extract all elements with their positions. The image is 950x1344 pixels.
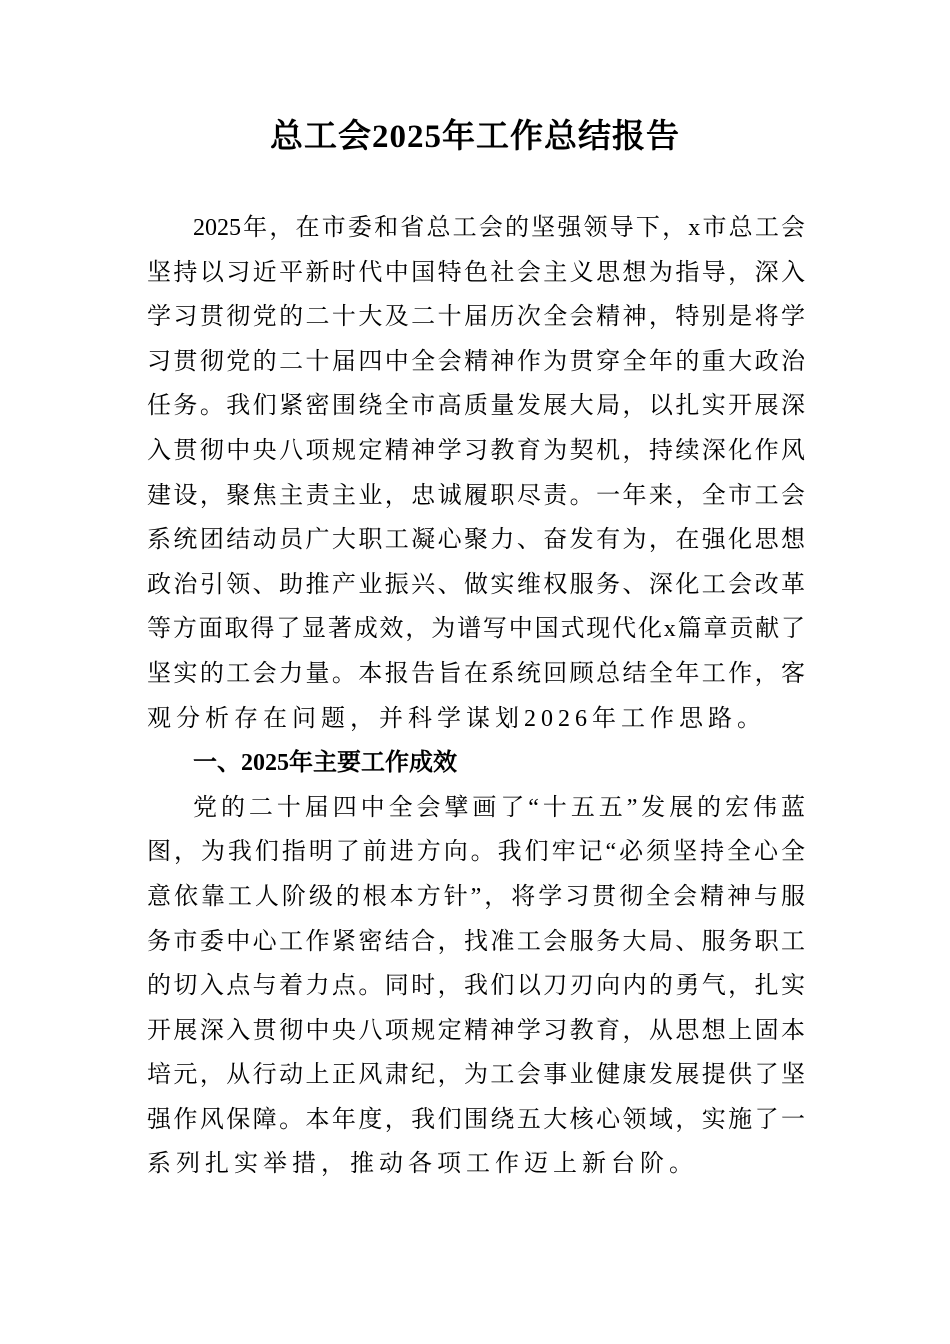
text-line: 党的二十届四中全会擘画了“十五五”发展的宏伟蓝 [193,794,805,821]
text-line: 系统团结动员广大职工凝心聚力、奋发有为，在强化思想 [147,527,805,554]
text-line: 等方面取得了显著成效，为谱写中国式现代化x篇章贡献了 [147,616,805,643]
document-title: 总工会2025年工作总结报告 [270,119,680,155]
text-line: 任务。我们紧密围绕全市高质量发展大局，以扎实开展深 [147,393,805,420]
text-line: 观分析存在问题，并科学谋划2026年工作思路。 [147,705,766,732]
text-line: 入贯彻中央八项规定精神学习教育为契机，持续深化作风 [147,437,805,464]
text-line: 意依靠工人阶级的根本方针”，将学习贯彻全会精神与服 [147,883,805,910]
text-line: 坚持以习近平新时代中国特色社会主义思想为指导，深入 [147,259,805,286]
text-line: 培元，从行动上正风肃纪，为工会事业健康发展提供了坚 [147,1062,805,1089]
text-line: 系列扎实举措，推动各项工作迈上新台阶。 [147,1151,698,1178]
text-line: 建设，聚焦主责主业，忠诚履职尽责。一年来，全市工会 [147,482,805,509]
text-line: 习贯彻党的二十届四中全会精神作为贯穿全年的重大政治 [147,348,805,375]
text-line: 务市委中心工作紧密结合，找准工会服务大局、服务职工 [147,928,805,955]
text-line: 的切入点与着力点。同时，我们以刀刃向内的勇气，扎实 [147,973,805,1000]
text-line: 坚实的工会力量。本报告旨在系统回顾总结全年工作，客 [147,660,805,687]
text-line: 强作风保障。本年度，我们围绕五大核心领域，实施了一 [147,1106,805,1133]
text-line: 图，为我们指明了前进方向。我们牢记“必须坚持全心全 [147,839,805,866]
paragraph-intro [147,206,805,741]
section-heading: 一、2025年主要工作成效 [193,750,457,777]
text-line: 2025年，在市委和省总工会的坚强领导下，x市总工会 [193,215,805,241]
paragraph-section1 [147,786,805,1187]
text-line: 学习贯彻党的二十大及二十届历次全会精神，特别是将学 [147,304,805,331]
text-line: 政治引领、助推产业振兴、做实维权服务、深化工会改革 [147,571,805,598]
text-line: 开展深入贯彻中央八项规定精神学习教育，从思想上固本 [147,1017,805,1044]
document-body [147,206,805,1187]
